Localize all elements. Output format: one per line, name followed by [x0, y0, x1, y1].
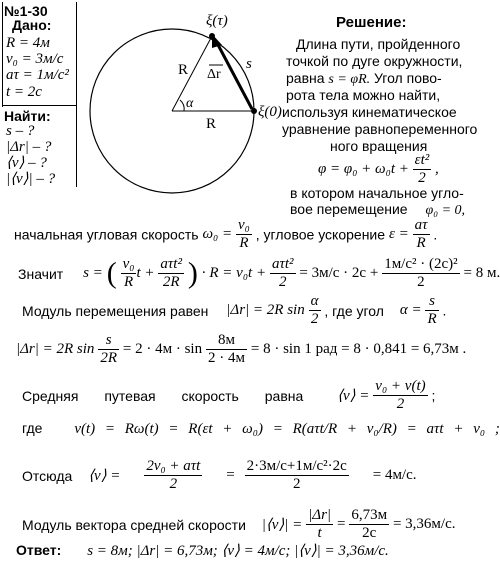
avg-velocity-result: = 3,36м/с.	[392, 516, 456, 532]
answer-text: s = 8м; |Δr| = 6,73м; ⟨v⟩ = 4м/с; |⟨v⟩| = 3,36м/с.	[87, 543, 389, 559]
avg-speed-denominator: 2	[396, 396, 405, 412]
displacement-calc-den-2: 2 · 4м	[207, 350, 245, 366]
solution-line-2: точкой по дуге окружности,	[286, 53, 463, 69]
epsilon-label: ε =	[388, 226, 409, 242]
alpha-formula: α =	[399, 302, 422, 318]
displacement-vector	[216, 41, 252, 109]
path-eq-b: R = v₀t +	[209, 265, 267, 281]
label-alpha: α	[186, 96, 194, 111]
omega0-label: ω₀ =	[202, 226, 233, 242]
find-path: s – ?	[6, 123, 35, 139]
avg-velocity-num-2: 6,73м	[351, 507, 388, 523]
avg-speed-eq-den: 2	[169, 476, 178, 492]
solution-line-3	[286, 70, 442, 88]
find-avg-velocity: |⟨v⟩| – ?	[6, 171, 56, 187]
alpha-r-denominator: R	[427, 311, 437, 327]
angular-velocity-line: начальная угловая скорость ω₀ = $\frac{\text{v₀}}{R}$ , угловое ускорение ε = $\frac{a\tau}{R}$ .	[14, 217, 438, 251]
solution-line-3-c: Угол пово-	[374, 70, 442, 86]
displacement-calc-num-2: 8м	[206, 332, 247, 350]
speed-function-formula: v(t) = Rω(t) = R(εt + ω₀) = R(aτt/R + v₀/R) = aτt + v₀ ;	[74, 421, 500, 437]
find-displacement: |Δr| – ?	[6, 139, 52, 155]
avg-speed-result: = 4м/с.	[372, 467, 417, 483]
point-xi-tau	[209, 33, 215, 39]
point-xi-0	[251, 108, 257, 114]
avg-speed-result-line	[22, 458, 417, 493]
angular-accel-text: , угловое ускорение	[255, 226, 386, 243]
given-time: t = 2c	[6, 84, 42, 100]
speed-function-line	[22, 420, 500, 438]
path-result: = 8 м.	[463, 265, 500, 281]
solution-line-6: уравнение равнопеременного	[282, 121, 478, 137]
label-arc-s: s	[246, 56, 252, 72]
solution-title: Решение:	[336, 14, 407, 31]
label-xi-0: ξ(0)	[258, 104, 282, 120]
alpha-s-numerator: s	[425, 293, 438, 311]
avg-velocity-label: |⟨v⟩| =	[261, 517, 303, 533]
solution-line-3-a: равна	[286, 70, 325, 86]
path-eq-s: s =	[83, 265, 103, 281]
avg-speed-eq-equals: =	[226, 467, 235, 483]
path-eq-c: = 3м/с · 2с +	[299, 265, 379, 281]
otsyuda-label: Отсюда	[22, 467, 73, 484]
displacement-calculation-line	[16, 332, 466, 367]
solution-line-9-a: вое перемещение	[290, 201, 408, 217]
avg-velocity-den-2: 2с	[362, 525, 377, 541]
avg-speed-numerator: v₀ + v(t)	[375, 378, 426, 394]
displacement-calc-num: s	[98, 332, 119, 350]
avg-word: Средняя	[22, 387, 79, 404]
displacement-modulus-text: Модуль перемещения равен	[22, 302, 209, 319]
find-title: Найти:	[4, 108, 51, 124]
problem-number: №1-30	[4, 3, 48, 19]
where-angle-text: , где угол	[324, 302, 384, 319]
phi0-value: φ₀ = 0,	[425, 203, 466, 218]
displacement-result: = 8 · sin 1 рад = 8 · 0,841 = 6,73м .	[250, 341, 467, 357]
avg-velocity-num: |Δr|	[308, 507, 332, 523]
solution-line-1: Длина пути, пройденного	[296, 36, 461, 52]
rotation-equation: φ = φ₀ + ω₀t + $\frac{\text{εt²}}{2}$ ,	[318, 152, 439, 186]
solution-line-4: рота тела можно найти,	[286, 87, 441, 103]
path-eq-numerator-2: 1м/с² · (2с)²	[384, 256, 458, 272]
label-radius-horiz: R	[206, 116, 217, 132]
displacement-formula: |Δr| = 2R sin	[226, 302, 305, 318]
label-radius-slant: R	[178, 62, 189, 78]
alpha-denominator: 2	[310, 311, 319, 327]
avg-speed-eq-label: ⟨v⟩ =	[88, 468, 121, 484]
avg-speed-label: ⟨v⟩ =	[337, 388, 370, 404]
avg-velocity-line	[22, 507, 455, 542]
path-eq-denominator-2: 2	[417, 274, 425, 290]
given-initial-speed: v₀ = 3м/с	[6, 51, 64, 67]
avg-velocity-text: Модуль вектора средней скорости	[22, 516, 246, 533]
find-avg-speed: ⟨v⟩ – ?	[6, 155, 47, 171]
given-title: Дано:	[12, 17, 52, 33]
path-eq-numerator: aτt²	[271, 256, 294, 272]
epsilon-denominator: R	[416, 235, 426, 251]
angular-velocity-text: начальная угловая скорость	[14, 226, 199, 243]
avg-velocity-equals: =	[336, 516, 346, 532]
rotation-equation-left: φ = φ₀ + ω₀t +	[318, 161, 409, 177]
solution-line-5: используя кинематическое	[282, 104, 457, 120]
alpha-numerator: α	[310, 293, 319, 309]
given-tangential-accel: aτ = 1м/с²	[6, 67, 69, 83]
solution-line-8: в котором начальное угло-	[290, 185, 464, 201]
displacement-modulus-line: Модуль перемещения равен |Δr| = 2R sin $\frac{\alpha}{2}$ , где угол α = $\frac{s}{R}$ .	[22, 293, 447, 327]
avg-speed-eq-num-2: 2·3м/с+1м/с²·2с	[246, 458, 347, 474]
answer-label: Ответ:	[16, 542, 62, 558]
path-formula: s = φR.	[328, 72, 371, 87]
displacement-calc-b: = 2 · 4м · sin	[122, 341, 203, 357]
znachit-label: Значит	[18, 265, 64, 282]
path-eq-denominator: 2	[278, 274, 287, 290]
rotation-eq-denominator: 2	[418, 170, 426, 186]
avg-velocity-den: t	[317, 525, 322, 541]
given-radius: R = 4м	[6, 35, 50, 51]
displacement-calc-a: |Δr| = 2R sin	[16, 341, 95, 357]
angle-arc	[180, 100, 184, 111]
solution-line-7: ного вращения	[330, 138, 428, 154]
omega0-numerator: v₀	[238, 217, 250, 233]
equals-word: равна	[264, 387, 304, 404]
avg-speed-eq-den-2: 2	[292, 476, 301, 492]
epsilon-numerator: aτ	[414, 217, 428, 233]
displacement-calc-den: 2R	[100, 350, 117, 366]
avg-speed-intro-line: Средняя путевая скорость равна ⟨v⟩ = $\frac{\text{v₀ + v(t)}}{2}$ ;	[22, 378, 436, 412]
gde-label: где	[22, 420, 43, 436]
rotation-eq-numerator: εt²	[414, 152, 430, 168]
label-delta-r: Δr	[207, 67, 221, 82]
answer-line	[16, 541, 389, 560]
label-xi-tau: ξ(τ)	[206, 13, 228, 29]
path-calculation-line: Значит s = ( $\frac{\text{v₀}}{R}$ t + $\frac{\text{aτt²}}{2R}$ ) · R = v₀t + $\frac{\text{aτt²}}{2}$ = 3м/с · 2с + $\frac{\text{1м/с² · (2с)²}}{2}$ = 8 м.	[18, 256, 500, 290]
avg-speed-eq-num: 2v₀ + aτt	[146, 458, 201, 474]
omega0-denominator: R	[239, 235, 249, 251]
path-word: путевая	[104, 387, 156, 404]
speed-word: скорость	[181, 387, 239, 404]
